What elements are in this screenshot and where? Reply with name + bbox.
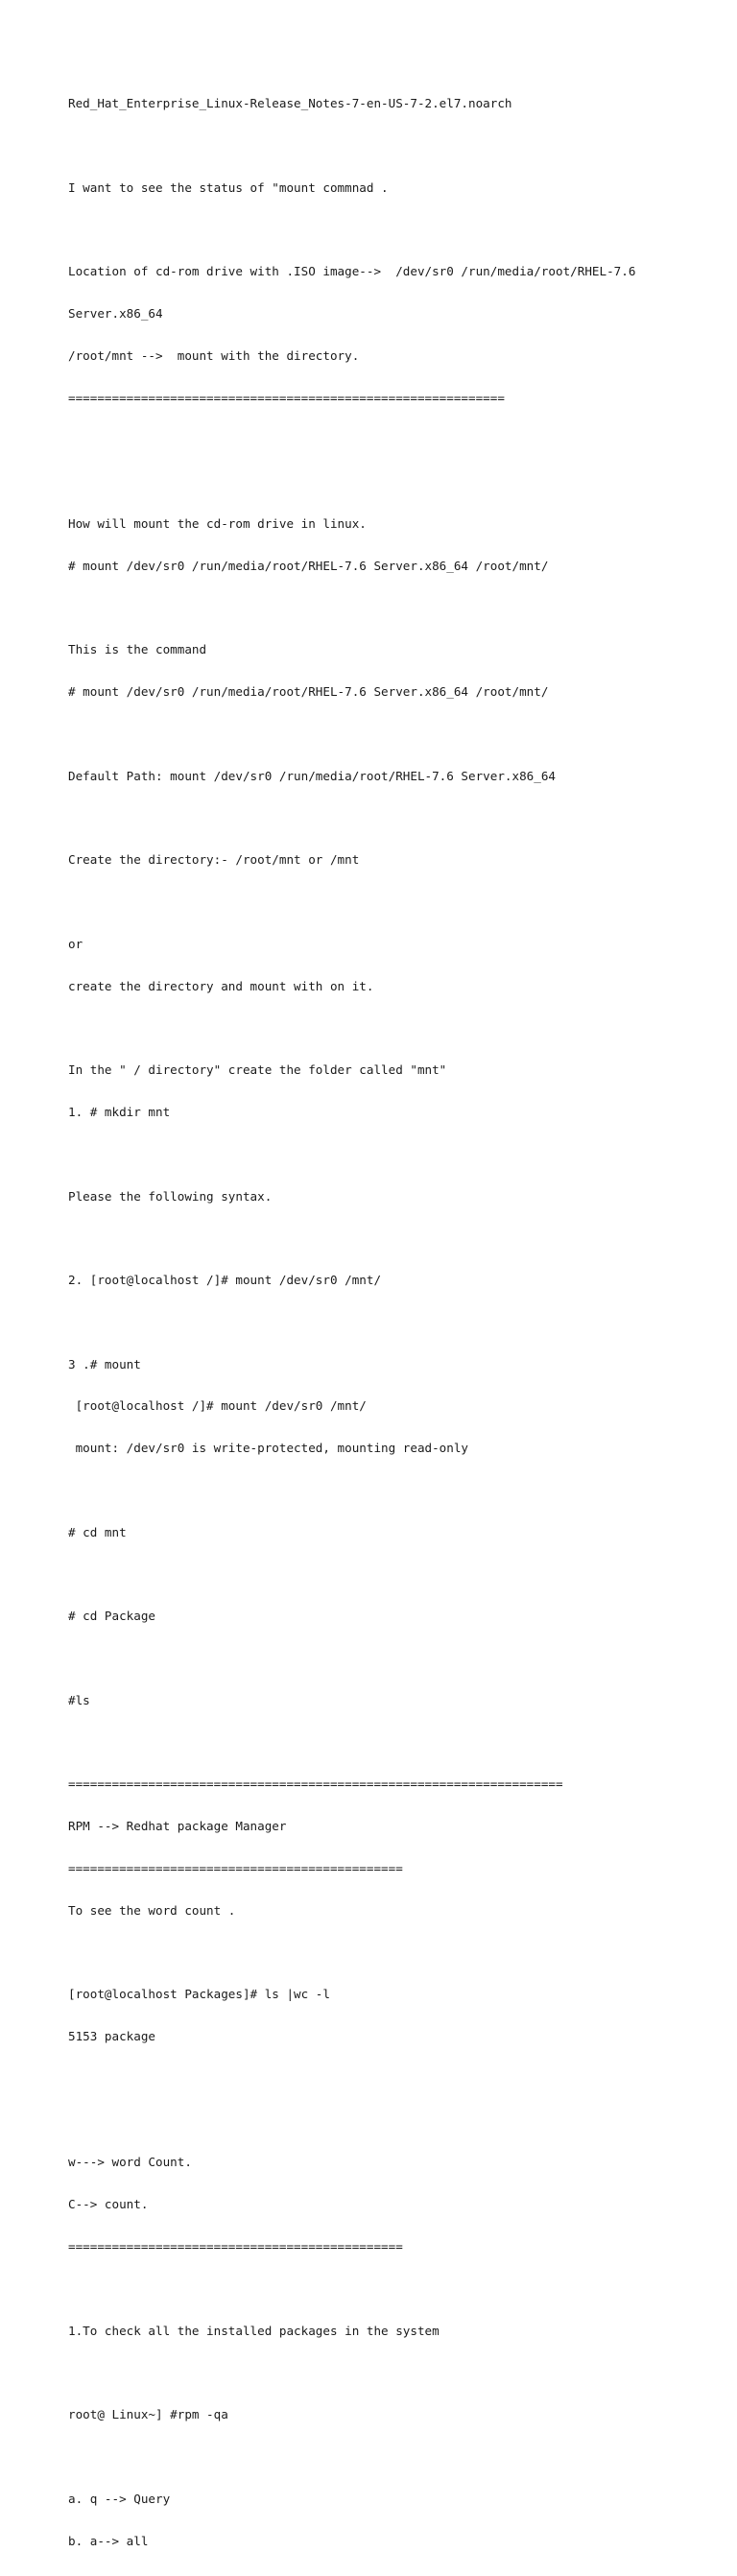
text-line xyxy=(68,2114,721,2129)
text-line: b. a--> all xyxy=(68,2533,149,2548)
text-line xyxy=(68,475,721,489)
command-line: root@ Linux~] #rpm -qa xyxy=(68,2407,228,2422)
text-line xyxy=(68,2282,721,2297)
command-line: # mount /dev/sr0 /run/media/root/RHEL-7.6 Server.x86_64 /root/mnt/ xyxy=(68,684,549,700)
text-line: Location of cd-rom drive with .ISO image--> /dev/sr0 /run/media/root/RHEL-7.6 xyxy=(68,264,636,279)
text-line xyxy=(68,224,721,238)
command-line: # cd Package xyxy=(68,1609,155,1624)
text-line: I want to see the status of "mount commnad . xyxy=(68,179,389,195)
text-line xyxy=(68,1148,721,1162)
text-line xyxy=(68,1484,721,1498)
divider-line: ============================================== xyxy=(68,2239,403,2254)
text-line: 1.To check all the installed packages in the system xyxy=(68,2323,440,2338)
command-line: 3 .# mount xyxy=(68,1356,141,1371)
text-line: Create the directory:- /root/mnt or /mnt xyxy=(68,852,360,868)
text-line xyxy=(68,1736,721,1751)
command-line: 2. [root@localhost /]# mount /dev/sr0 /mnt/ xyxy=(68,1273,382,1288)
text-line xyxy=(68,727,721,742)
output-line: mount: /dev/sr0 is write-protected, mounting read-only xyxy=(68,1441,469,1456)
divider-line: ============================================================ xyxy=(68,390,505,405)
text-line: Default Path: mount /dev/sr0 /run/media/root/RHEL-7.6 Server.x86_64 xyxy=(68,768,556,783)
text-line xyxy=(68,1021,721,1036)
text-line: Red_Hat_Enterprise_Linux-Release_Notes-7-en-US-7-2.el7.noarch xyxy=(68,96,512,111)
text-line xyxy=(68,139,721,154)
divider-line: ============================================== xyxy=(68,1861,403,1875)
text-line xyxy=(68,1946,721,1961)
text-line: w---> word Count. xyxy=(68,2155,192,2170)
command-line: 1. # mkdir mnt xyxy=(68,1104,171,1119)
text-line: or xyxy=(68,936,83,951)
text-line xyxy=(68,1231,721,1246)
command-line: #ls xyxy=(68,1692,90,1707)
text-line: How will mount the cd-rom drive in linux. xyxy=(68,516,367,531)
command-line: # mount /dev/sr0 /run/media/root/RHEL-7.6 Server.x86_64 /root/mnt/ xyxy=(68,558,549,573)
output-line: 5153 package xyxy=(68,2029,155,2044)
text-line xyxy=(68,811,721,825)
document-text xyxy=(68,69,721,2576)
divider-line: ==================================================================== xyxy=(68,1777,563,1792)
text-line: In the " / directory" create the folder called "mnt" xyxy=(68,1062,447,1078)
text-line xyxy=(68,1652,721,1666)
text-line: To see the word count . xyxy=(68,1902,236,1918)
text-line: This is the command xyxy=(68,642,207,657)
text-line xyxy=(68,895,721,910)
command-line: # cd mnt xyxy=(68,1524,127,1539)
command-line: [root@localhost /]# mount /dev/sr0 /mnt/ xyxy=(68,1398,367,1414)
heading-line: RPM --> Redhat package Manager xyxy=(68,1819,287,1834)
text-line xyxy=(68,2450,721,2465)
command-line: [root@localhost Packages]# ls |wc -l xyxy=(68,1987,330,2002)
text-line: /root/mnt --> mount with the directory. xyxy=(68,347,360,363)
text-line xyxy=(68,2072,721,2087)
text-line xyxy=(68,2366,721,2380)
text-line: Server.x86_64 xyxy=(68,306,163,322)
text-line xyxy=(68,602,721,616)
text-line: C--> count. xyxy=(68,2197,149,2212)
text-line xyxy=(68,1316,721,1330)
text-line: create the directory and mount with on it. xyxy=(68,978,374,993)
text-line: a. q --> Query xyxy=(68,2491,171,2506)
text-line: Please the following syntax. xyxy=(68,1188,273,1204)
text-line xyxy=(68,433,721,447)
text-line xyxy=(68,1568,721,1583)
